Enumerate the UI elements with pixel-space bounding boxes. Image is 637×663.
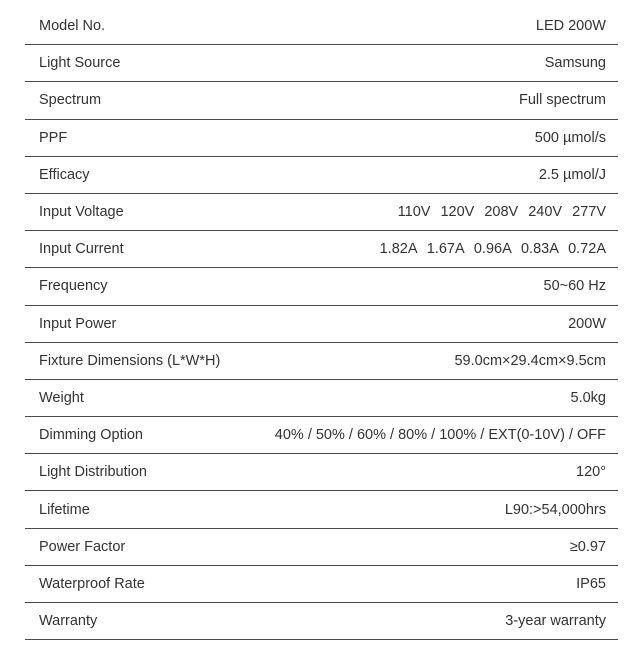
- spec-value: 59.0cm×29.4cm×9.5cm: [454, 352, 606, 369]
- spec-label: Fixture Dimensions (L*W*H): [39, 352, 221, 369]
- spec-value: L90:>54,000hrs: [504, 501, 606, 518]
- spec-value: 40% / 50% / 60% / 80% / 100% / EXT(0-10V) / OFF: [274, 427, 606, 444]
- spec-value: LED 200W: [535, 18, 606, 35]
- spec-value: 120°: [576, 464, 606, 481]
- spec-row-efficacy: [25, 157, 618, 194]
- spec-label: Light Distribution: [39, 464, 147, 481]
- spec-label: Model No.: [39, 18, 106, 35]
- spec-row-fixture-dimensions: [25, 343, 618, 380]
- spec-label: Frequency: [39, 278, 108, 295]
- spec-row-light-source: [25, 45, 618, 82]
- spec-label: Warranty: [39, 613, 98, 630]
- spec-row-weight: [25, 380, 618, 417]
- spec-value: 1.82A 1.67A 0.96A 0.83A 0.72A: [379, 241, 606, 258]
- spec-label: Dimming Option: [39, 427, 143, 444]
- spec-row-lifetime: [25, 491, 618, 528]
- spec-row-frequency: [25, 268, 618, 305]
- spec-label: PPF: [39, 129, 68, 146]
- spec-row-spectrum: [25, 82, 618, 119]
- spec-value: IP65: [576, 575, 606, 592]
- spec-label: Efficacy: [39, 166, 90, 183]
- spec-value: 3-year warranty: [505, 613, 606, 630]
- spec-value: 5.0kg: [570, 389, 606, 406]
- spec-row-ppf: [25, 120, 618, 157]
- spec-row-input-current: [25, 231, 618, 268]
- spec-table: [25, 8, 618, 640]
- spec-row-light-distribution: [25, 454, 618, 491]
- spec-label: Input Current: [39, 241, 124, 258]
- spec-row-power-factor: [25, 529, 618, 566]
- spec-value: Samsung: [544, 55, 606, 72]
- spec-label: Power Factor: [39, 538, 126, 555]
- spec-label: Input Power: [39, 315, 117, 332]
- spec-label: Lifetime: [39, 501, 90, 518]
- spec-label: Spectrum: [39, 92, 102, 109]
- spec-label: Light Source: [39, 55, 121, 72]
- spec-value: ≥0.97: [569, 538, 606, 555]
- spec-row-dimming-option: [25, 417, 618, 454]
- spec-value: 110V 120V 208V 240V 277V: [397, 204, 606, 221]
- spec-row-warranty: [25, 603, 618, 640]
- spec-label: Input Voltage: [39, 204, 124, 221]
- spec-label: Weight: [39, 389, 84, 406]
- spec-label: Waterproof Rate: [39, 575, 145, 592]
- spec-value: 2.5 µmol/J: [538, 166, 606, 183]
- spec-value: 200W: [568, 315, 606, 332]
- spec-value: 50~60 Hz: [543, 278, 606, 295]
- spec-row-input-voltage: [25, 194, 618, 231]
- spec-row-model-no: [25, 8, 618, 45]
- spec-value: Full spectrum: [518, 92, 606, 109]
- spec-row-waterproof-rate: [25, 566, 618, 603]
- spec-value: 500 µmol/s: [534, 129, 606, 146]
- spec-row-input-power: [25, 306, 618, 343]
